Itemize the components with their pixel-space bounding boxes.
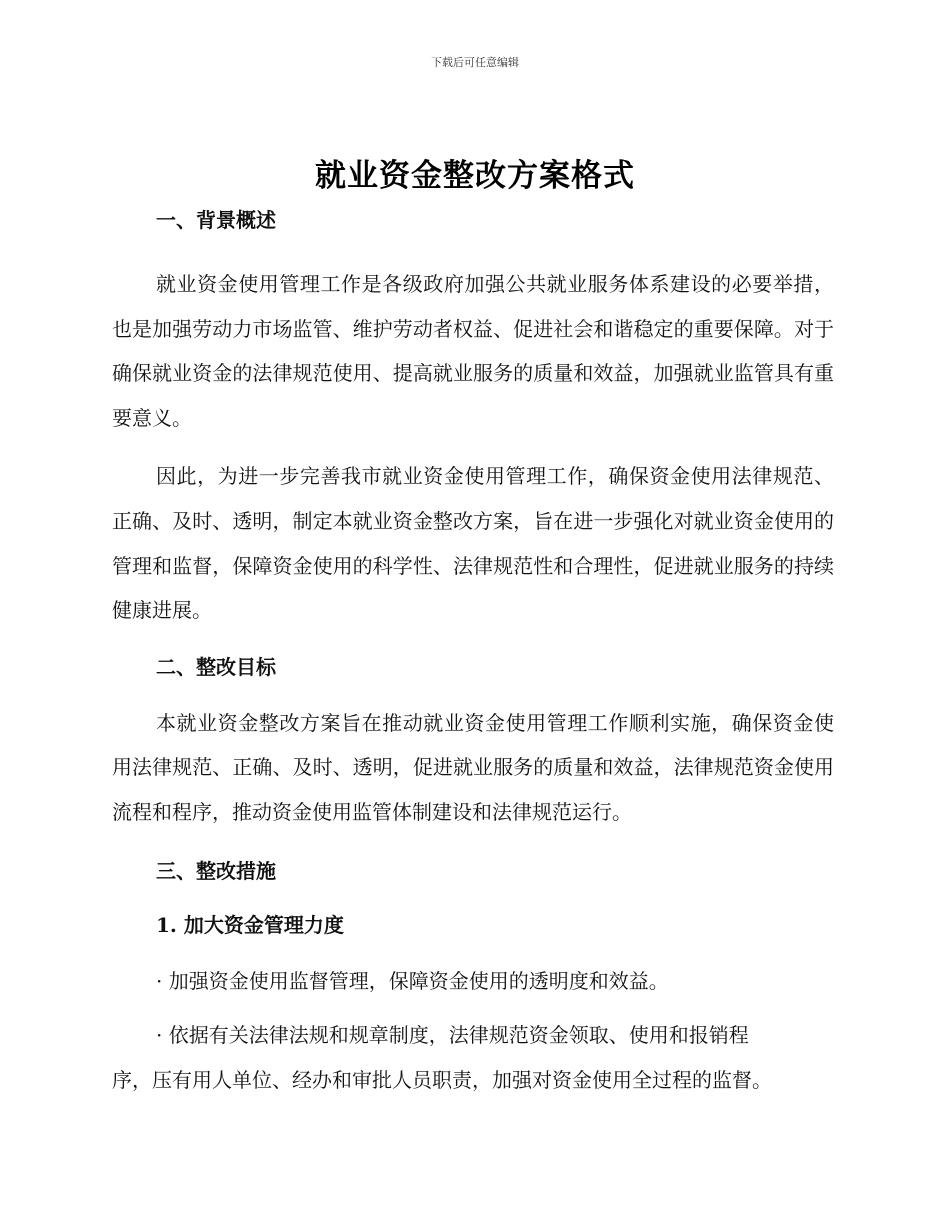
document-body [112, 200, 834, 1102]
section-heading-background: 一、背景概述 [156, 208, 276, 232]
section-heading-measures: 三、整改措施 [156, 858, 276, 883]
background-paragraph-2: 因此，为进一步完善我市就业资金使用管理工作，确保资金使用法律规范、正确、及时、透明，制定本就业资金整改方案，旨在进一步强化对就业资金使用的管理和监督，保障资金使用的科学性、法律规范性和合理性，促进就业服务的持续健康进展。 [112, 464, 834, 623]
section-heading-goals: 二、整改目标 [156, 654, 276, 679]
measure-item-1: · 加强资金使用监督管理，保障资金使用的透明度和效益。 [156, 968, 669, 993]
background-paragraph-1: 就业资金使用管理工作是各级政府加强公共就业服务体系建设的必要举措，也是加强劳动力市场监管、维护劳动者权益、促进社会和谐稳定的重要保障。对于确保就业资金的法律规范使用、提高就业服务的质量和效益，加强就业监管具有重要意义。 [112, 272, 834, 430]
document-title: 就业资金整改方案格式 [315, 158, 635, 194]
goals-paragraph: 本就业资金整改方案旨在推动就业资金使用管理工作顺利实施，确保资金使用法律规范、正确、及时、透明，促进就业服务的质量和效益，法律规范资金使用流程和程序，推动资金使用监管体制建设和法律规范运行。 [112, 710, 834, 824]
header-note: 下载后可任意编辑 [431, 56, 519, 69]
measure-item-2-line-2: 序，压有用人单位、经办和审批人员职责，加强对资金使用全过程的监督。 [112, 1067, 772, 1092]
subsection-heading-fund-management: 1. 加大资金管理力度 [156, 912, 344, 937]
measure-item-2-line-1: · 依据有关法律法规和规章制度，法律规范资金领取、使用和报销程 [156, 1023, 749, 1048]
